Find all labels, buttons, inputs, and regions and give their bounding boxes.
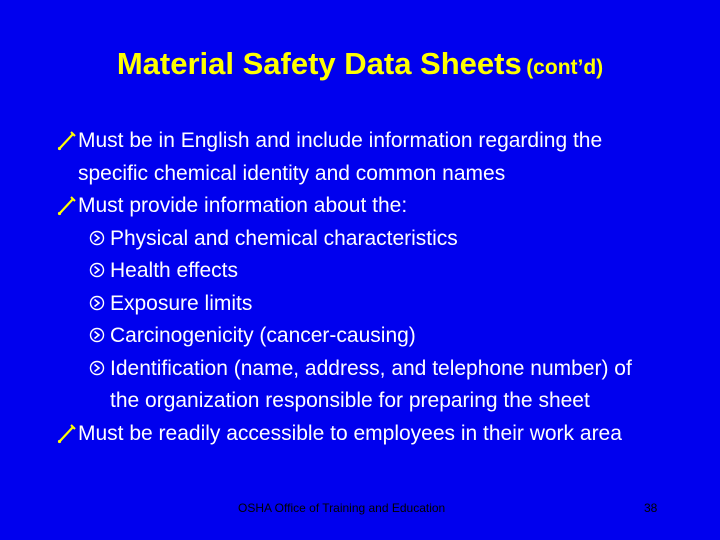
slide-title-sub: (cont’d) xyxy=(526,56,604,79)
sub-bullet-text: Carcinogenicity (cancer-causing) xyxy=(110,324,416,347)
chevron-right-circle-icon xyxy=(89,323,105,347)
pencil-icon xyxy=(57,421,77,445)
bullet-text: Must be in English and include information regarding the xyxy=(78,129,603,152)
bullet-text: specific chemical identity and common names xyxy=(78,161,506,185)
bullet-text: Must provide information about the: xyxy=(78,194,408,217)
chevron-right-circle-icon xyxy=(89,226,105,250)
sub-bullet-text: Health effects xyxy=(110,259,239,282)
pencil-icon xyxy=(57,193,77,217)
footer-source: OSHA Office of Training and Education xyxy=(238,501,446,515)
bullet-text: Must be readily accessible to employees in their work area xyxy=(78,421,622,445)
sub-bullet-text: Identification (name, address, and telephone number) of xyxy=(110,356,632,380)
sub-bullet-text: Physical and chemical characteristics xyxy=(110,226,458,250)
chevron-right-circle-icon xyxy=(89,258,105,282)
sub-bullet-text: the organization responsible for preparing the sheet xyxy=(110,389,590,412)
chevron-right-circle-icon xyxy=(89,291,105,315)
pencil-icon xyxy=(57,128,77,152)
slide-title-main: Material Safety Data Sheets xyxy=(116,46,522,81)
footer-page-number: 38 xyxy=(644,501,658,515)
chevron-right-circle-icon xyxy=(89,356,105,380)
sub-bullet-text: Exposure limits xyxy=(110,291,253,315)
